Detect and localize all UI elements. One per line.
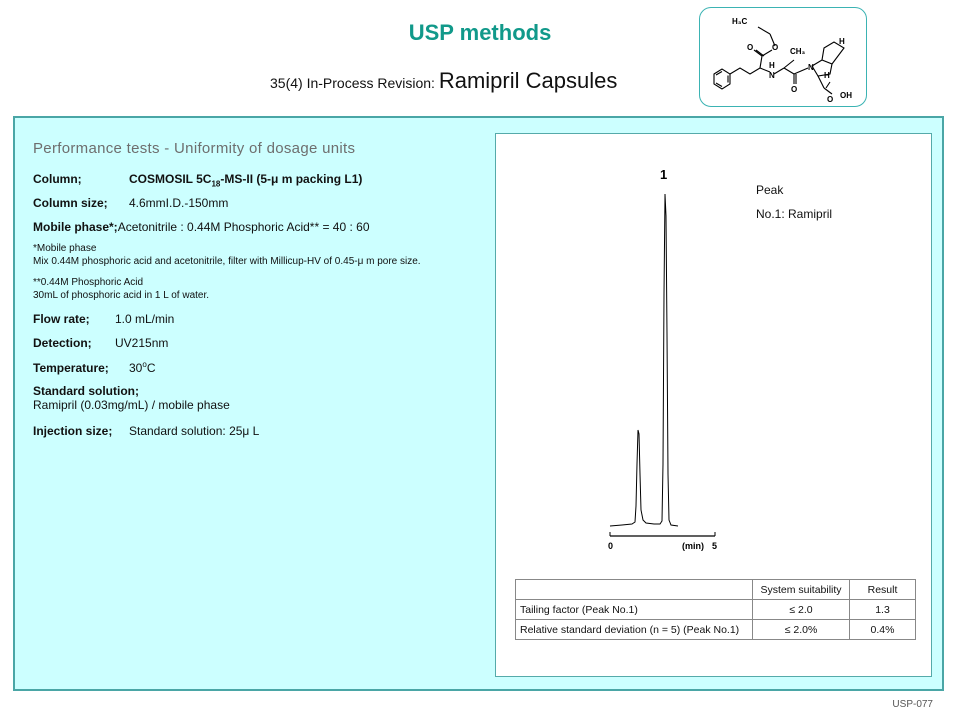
section-title: Performance tests - Uniformity of dosage units bbox=[33, 140, 356, 157]
table-row bbox=[516, 600, 916, 620]
flow-rate-label: Flow rate; bbox=[33, 312, 90, 326]
ramipril-structure-drawing bbox=[700, 8, 866, 106]
struct-label-n-ring: N bbox=[808, 63, 814, 72]
mobile-phase-note: *Mobile phase Mix 0.44M phosphoric acid and acetonitrile, filter with Millicup-HV of 0.45-μ m pore size. bbox=[33, 243, 421, 267]
struct-label-h-ring2: H bbox=[824, 71, 830, 80]
struct-label-o-carbonyl: O bbox=[747, 43, 754, 52]
flow-rate-row bbox=[33, 312, 174, 326]
axis-unit-label: (min) bbox=[682, 541, 704, 551]
temperature-value: 30$^o$C bbox=[129, 360, 156, 375]
struct-label-ch3: CH₃ bbox=[790, 47, 806, 56]
detection-label: Detection; bbox=[33, 336, 92, 350]
column-label: Column; bbox=[33, 172, 82, 186]
temperature-row bbox=[33, 360, 155, 375]
row-label: Relative standard deviation (n = 5) (Peak No.1) bbox=[516, 620, 753, 640]
row-label: Tailing factor (Peak No.1) bbox=[516, 600, 753, 620]
column-size-value: 4.6mmI.D.-150mm bbox=[129, 196, 229, 210]
mobile-phase-label: Mobile phase*; bbox=[33, 220, 118, 234]
legend-title: Peak bbox=[756, 183, 784, 197]
mobile-phase-value: Acetonitrile : 0.44M Phosphoric Acid** = 40 : 60 bbox=[117, 220, 370, 234]
row-result: 1.3 bbox=[850, 600, 916, 620]
temperature-label: Temperature; bbox=[33, 361, 109, 375]
header-system-suitability: System suitability bbox=[753, 580, 850, 600]
document-code: USP-077 bbox=[892, 699, 933, 710]
struct-label-n-amine: N bbox=[769, 71, 775, 80]
injection-size-label: Injection size; bbox=[33, 424, 113, 438]
struct-label-o-ester: O bbox=[772, 43, 779, 52]
column-size-row bbox=[33, 196, 228, 210]
table-row bbox=[516, 620, 916, 640]
results-table bbox=[515, 579, 916, 640]
detection-value: UV215nm bbox=[115, 336, 169, 350]
row-criterion: ≤ 2.0 bbox=[753, 600, 850, 620]
struct-label-o-amide: O bbox=[791, 85, 798, 94]
compound-name: Ramipril Capsules bbox=[438, 68, 618, 93]
phosphoric-acid-note: **0.44M Phosphoric Acid 30mL of phosphoric acid in 1 L of water. bbox=[33, 277, 210, 301]
axis-start-label: 0 bbox=[608, 541, 614, 551]
flow-rate-value: 1.0 mL/min bbox=[115, 312, 175, 326]
struct-label-h3c: H₃C bbox=[732, 17, 748, 26]
standard-solution-label: Standard solution; bbox=[33, 384, 139, 398]
injection-size-row bbox=[33, 424, 259, 438]
row-result: 0.4% bbox=[850, 620, 916, 640]
chromatogram-box bbox=[495, 133, 932, 677]
struct-label-o-acid: O bbox=[827, 95, 834, 104]
injection-size-value: Standard solution: 25μ L bbox=[129, 424, 260, 438]
page-subtitle bbox=[270, 68, 617, 94]
row-criterion: ≤ 2.0% bbox=[753, 620, 850, 640]
page-title: USP methods bbox=[408, 20, 552, 45]
header-cell-empty bbox=[516, 580, 753, 600]
peak-number-label: 1 bbox=[660, 167, 668, 182]
subtitle-prefix: 35(4) In-Process Revision: bbox=[270, 75, 439, 91]
chromatogram bbox=[496, 134, 931, 574]
column-size-label: Column size; bbox=[33, 196, 108, 210]
struct-label-h-amine: H bbox=[769, 61, 775, 70]
standard-solution-value: Ramipril (0.03mg/mL) / mobile phase bbox=[33, 398, 230, 412]
mobile-phase-row bbox=[33, 220, 370, 234]
detection-row bbox=[33, 336, 168, 350]
standard-solution-row bbox=[33, 384, 230, 412]
column-row bbox=[33, 172, 362, 188]
struct-label-oh: OH bbox=[840, 91, 852, 100]
axis-end-label: 5 bbox=[712, 541, 718, 551]
method-panel bbox=[13, 116, 944, 691]
chromatogram-trace bbox=[610, 194, 678, 526]
chemical-structure bbox=[699, 7, 867, 107]
column-value: COSMOSIL $5C_{18}-MS-II$ (5-μ m packing L1) bbox=[129, 172, 363, 189]
header-result: Result bbox=[850, 580, 916, 600]
legend-item: No.1: Ramipril bbox=[756, 207, 833, 221]
struct-label-h-ring: H bbox=[839, 37, 845, 46]
table-header-row bbox=[516, 580, 916, 600]
